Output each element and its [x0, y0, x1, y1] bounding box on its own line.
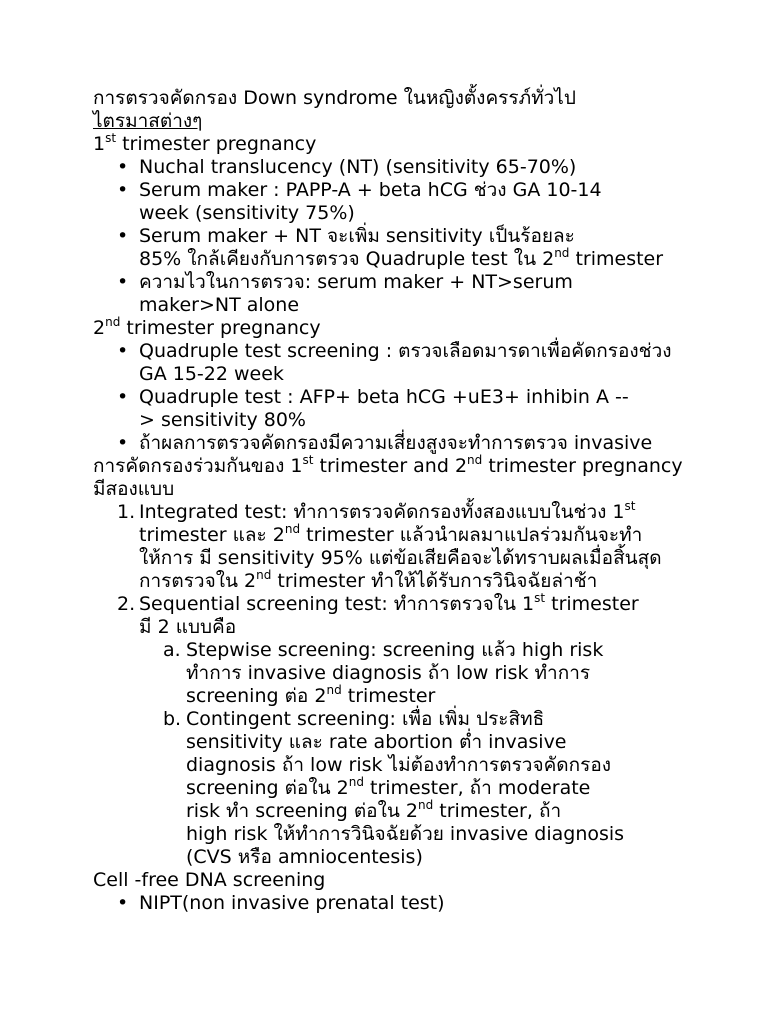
superscript: nd: [256, 567, 272, 582]
list-item: [93, 156, 693, 179]
second-trimester-heading: [93, 314, 693, 340]
second-trimester-list: [93, 340, 693, 455]
list-item-line: ทำการ invasive diagnosis ถ้า low risk ทำการ: [186, 662, 591, 684]
list-item-line: [186, 774, 693, 800]
text-run: trimester pregnancy: [482, 455, 683, 477]
superscript: nd: [348, 774, 364, 789]
superscript: st: [624, 498, 636, 513]
list-item-line: [139, 567, 693, 593]
list-item: [93, 639, 693, 708]
screening-methods-list: [93, 498, 693, 639]
document-page: [93, 87, 693, 915]
list-item: [93, 271, 693, 317]
superscript: st: [302, 452, 314, 467]
list-item-line: sensitivity และ rate abortion ต่ำ invasive: [186, 731, 567, 753]
second-trimester-sup: nd: [105, 314, 121, 329]
list-letter: a.: [163, 639, 181, 661]
second-trimester-suffix: trimester pregnancy: [120, 317, 321, 339]
text-run: การตรวจใน 2: [139, 570, 257, 592]
text-run: trimester ทำให้ได้รับการวินิจฉัยล่าช้า: [271, 570, 598, 592]
list-item: [93, 432, 693, 455]
list-item-line: GA 15-22 week: [139, 363, 284, 385]
list-item-line: • Quadruple test : AFP+ beta hCG +uE3+ inhibin A --: [139, 386, 629, 408]
combined-screening-heading: [93, 452, 693, 478]
list-item-line: ให้การ มี sensitivity 95% แต่ข้อเสียคือจะได้ทราบผลเมื่อสิ้นสุด: [139, 547, 662, 569]
list-item-line: [139, 521, 693, 547]
heading-line-2: ไตรมาสต่างๆ: [93, 110, 203, 132]
first-trimester-sup: st: [105, 130, 117, 145]
text-run: 85% ใกล้เคียงกับการตรวจ Quadruple test ใน 2: [139, 248, 555, 270]
list-item-line: มี 2 แบบคือ: [139, 616, 237, 638]
text-run: trimester: [341, 685, 436, 707]
heading-line-1: การตรวจคัดกรอง Down syndrome ในหญิงตั้งครรภ์ทั่วไป: [93, 87, 576, 109]
text-run: Sequential screening test: ทำการตรวจใน 1: [139, 593, 535, 615]
list-item-line: diagnosis ถ้า low risk ไม่ต้องทำการตรวจคัดกรอง: [186, 754, 612, 776]
text-run: trimester แล้วนำผลมาแปลร่วมกันจะทำ: [300, 524, 643, 546]
list-item-line: [139, 590, 693, 616]
list-item-line: • NIPT(non invasive prenatal test): [139, 892, 445, 914]
text-run: Integrated test: ทำการตรวจคัดกรองทั้งสองแบบในช่วง 1: [139, 501, 625, 523]
list-item: [93, 225, 693, 271]
first-trimester-suffix: trimester pregnancy: [116, 133, 317, 155]
text-run: trimester: [545, 593, 639, 615]
list-item-line: [186, 682, 693, 708]
list-item: [93, 386, 693, 432]
list-item: [93, 708, 693, 869]
superscript: nd: [467, 452, 483, 467]
superscript: st: [534, 590, 546, 605]
list-item-line: Contingent screening: เพื่อ เพิ่ม ประสิทธิ: [186, 708, 545, 730]
superscript: nd: [284, 521, 301, 536]
list-item-line: Stepwise screening: screening แล้ว high risk: [186, 639, 604, 661]
list-item-line: • Serum maker : PAPP-A + beta hCG ช่วง GA 10-14: [139, 179, 602, 201]
sequential-screening-sublist: [93, 639, 693, 869]
list-item-line: • ความไวในการตรวจ: serum maker + NT>serum: [139, 271, 573, 293]
first-trimester-list: [93, 156, 693, 317]
list-item-line: • Serum maker + NT จะเพิ่ม sensitivity เป็นร้อยละ: [139, 225, 575, 247]
superscript: nd: [554, 245, 570, 260]
list-item-line: (CVS หรือ amniocentesis): [186, 846, 423, 868]
text-run: screening ต่อใน 2: [186, 777, 349, 799]
text-run: trimester, ถ้า: [433, 800, 562, 822]
text-run: การคัดกรองร่วมกันของ 1: [93, 455, 303, 477]
list-item-line: maker>NT alone: [139, 294, 300, 316]
list-item-line: > sensitivity 80%: [139, 409, 306, 431]
list-item-line: • Nuchal translucency (NT) (sensitivity 65-70%): [139, 156, 577, 178]
cfdna-list: [93, 892, 693, 915]
list-number: 1.: [117, 501, 136, 523]
list-item-line: [139, 498, 693, 524]
text-run: risk ทำ screening ต่อใน 2: [186, 800, 418, 822]
second-trimester-prefix: 2: [93, 317, 106, 339]
list-item-line: [186, 797, 693, 823]
text-run: trimester และ 2: [139, 524, 285, 546]
list-item: [93, 179, 693, 225]
list-item-line: [139, 245, 693, 271]
superscript: nd: [418, 797, 434, 812]
first-trimester-prefix: 1: [93, 133, 106, 155]
list-item-line: • ถ้าผลการตรวจคัดกรองมีความเสี่ยงสูงจะทำการตรวจ invasive: [139, 432, 653, 454]
text-run: trimester, ถ้า moderate: [363, 777, 591, 799]
text-run: screening ต่อ 2: [186, 685, 327, 707]
text-run: trimester: [569, 248, 664, 270]
superscript: nd: [326, 682, 342, 697]
list-item: [93, 340, 693, 386]
list-item: [93, 590, 693, 639]
cfdna-heading: Cell -free DNA screening: [93, 869, 326, 891]
list-item-line: week (sensitivity 75%): [139, 202, 355, 224]
text-run: trimester and 2: [313, 455, 468, 477]
list-item-line: • Quadruple test screening : ตรวจเลือดมารดาเพื่อคัดกรองช่วง: [139, 340, 672, 362]
list-item: [93, 498, 693, 593]
list-item: [93, 892, 693, 915]
combined-screening-heading-line-2: มีสองแบบ: [93, 478, 175, 500]
list-number: 2.: [117, 593, 136, 615]
list-letter: b.: [163, 708, 182, 730]
first-trimester-heading: [93, 130, 693, 156]
list-item-line: high risk ให้ทำการวินิจฉัยด้วย invasive diagnosis: [186, 823, 625, 845]
